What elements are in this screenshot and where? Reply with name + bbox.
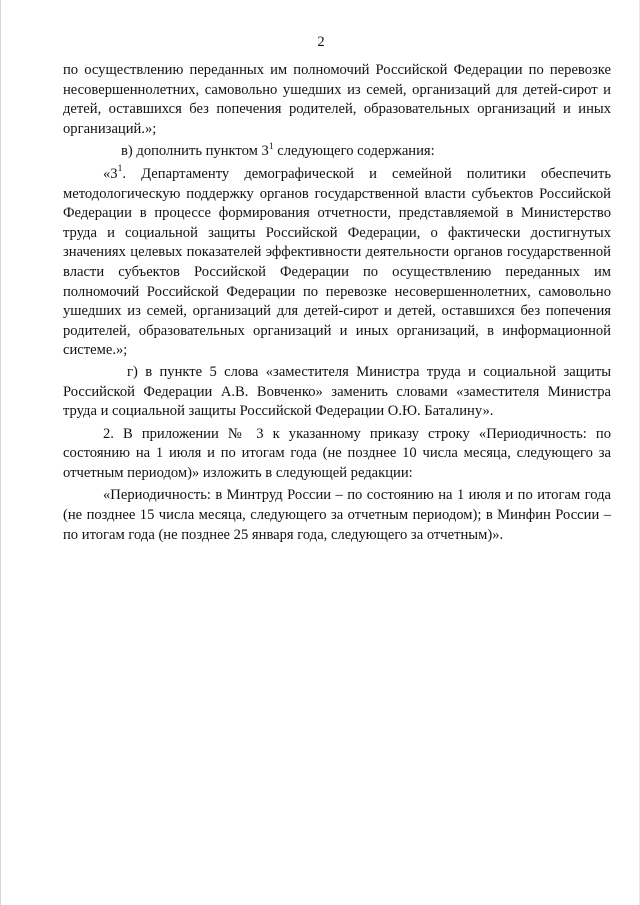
page-number: 2 [317,34,325,50]
subitem-v-suffix: следующего содержания: [273,143,435,160]
paragraph-subitem-v [63,142,611,162]
paragraph-item-2: 2. В приложении № 3 к указанному приказу строку «Периодичность: по состоянию на 1 июля и по итогам года (не позднее 10 числа месяца, следующего за отчетным периодом)» изложить в следующей редакции: [63,425,611,481]
document-body [63,61,611,545]
paragraph-continuation: по осуществлению переданных им полномочий Российской Федерации по перевозке несовершеннолетних, самовольно ушедших из семей, организаций для детей-сирот и детей, оставшихся без попечения родителей, образовательных организаций и иных организаций.»; [63,62,611,137]
subitem-v-superscript: 1 [268,141,274,152]
paragraph-periodicity: «Периодичность: в Минтруд России – по состоянию на 1 июля и по итогам года (не позднее 15 числа месяца, следующего за отчетным периодом); в Минфин России – по итогам года (не позднее 25 января года, следующего за отчетным)». [63,487,611,543]
paragraph-subitem-g: г) в пункте 5 слова «заместителя Министра труда и социальной защиты Российской Федерации А.В. Вовченко» заменить словами «заместителя Министра труда и социальной защиты Российской Федерации О.Ю. Баталину». [63,363,611,420]
subitem-v-prefix: в) дополнить пунктом 3 [121,143,269,160]
paragraph-new-point [63,165,611,361]
new-point-superscript: 1 [117,164,123,175]
new-point-text: . Департаменту демографической и семейной политики обеспечить методологическую поддержку органов государственной власти субъектов Российской Федерации в процессе формирования отчетности, представляемой в Министерство труда и социальной защиты Российской Федерации, о фактически достигнутых значениях целевых показателей эффективности деятельности органов государственной власти субъектов Российской Федерации по осуществлению переданных им полномочий Российской Федерации по перевозке несовершеннолетних, самовольно ушедших из семей, организаций для детей-сирот и детей, оставшихся без попечения родителей, образовательных организаций и иных организаций, в информационной системе.»; [63,165,611,359]
new-point-prefix: «3 [103,165,118,182]
